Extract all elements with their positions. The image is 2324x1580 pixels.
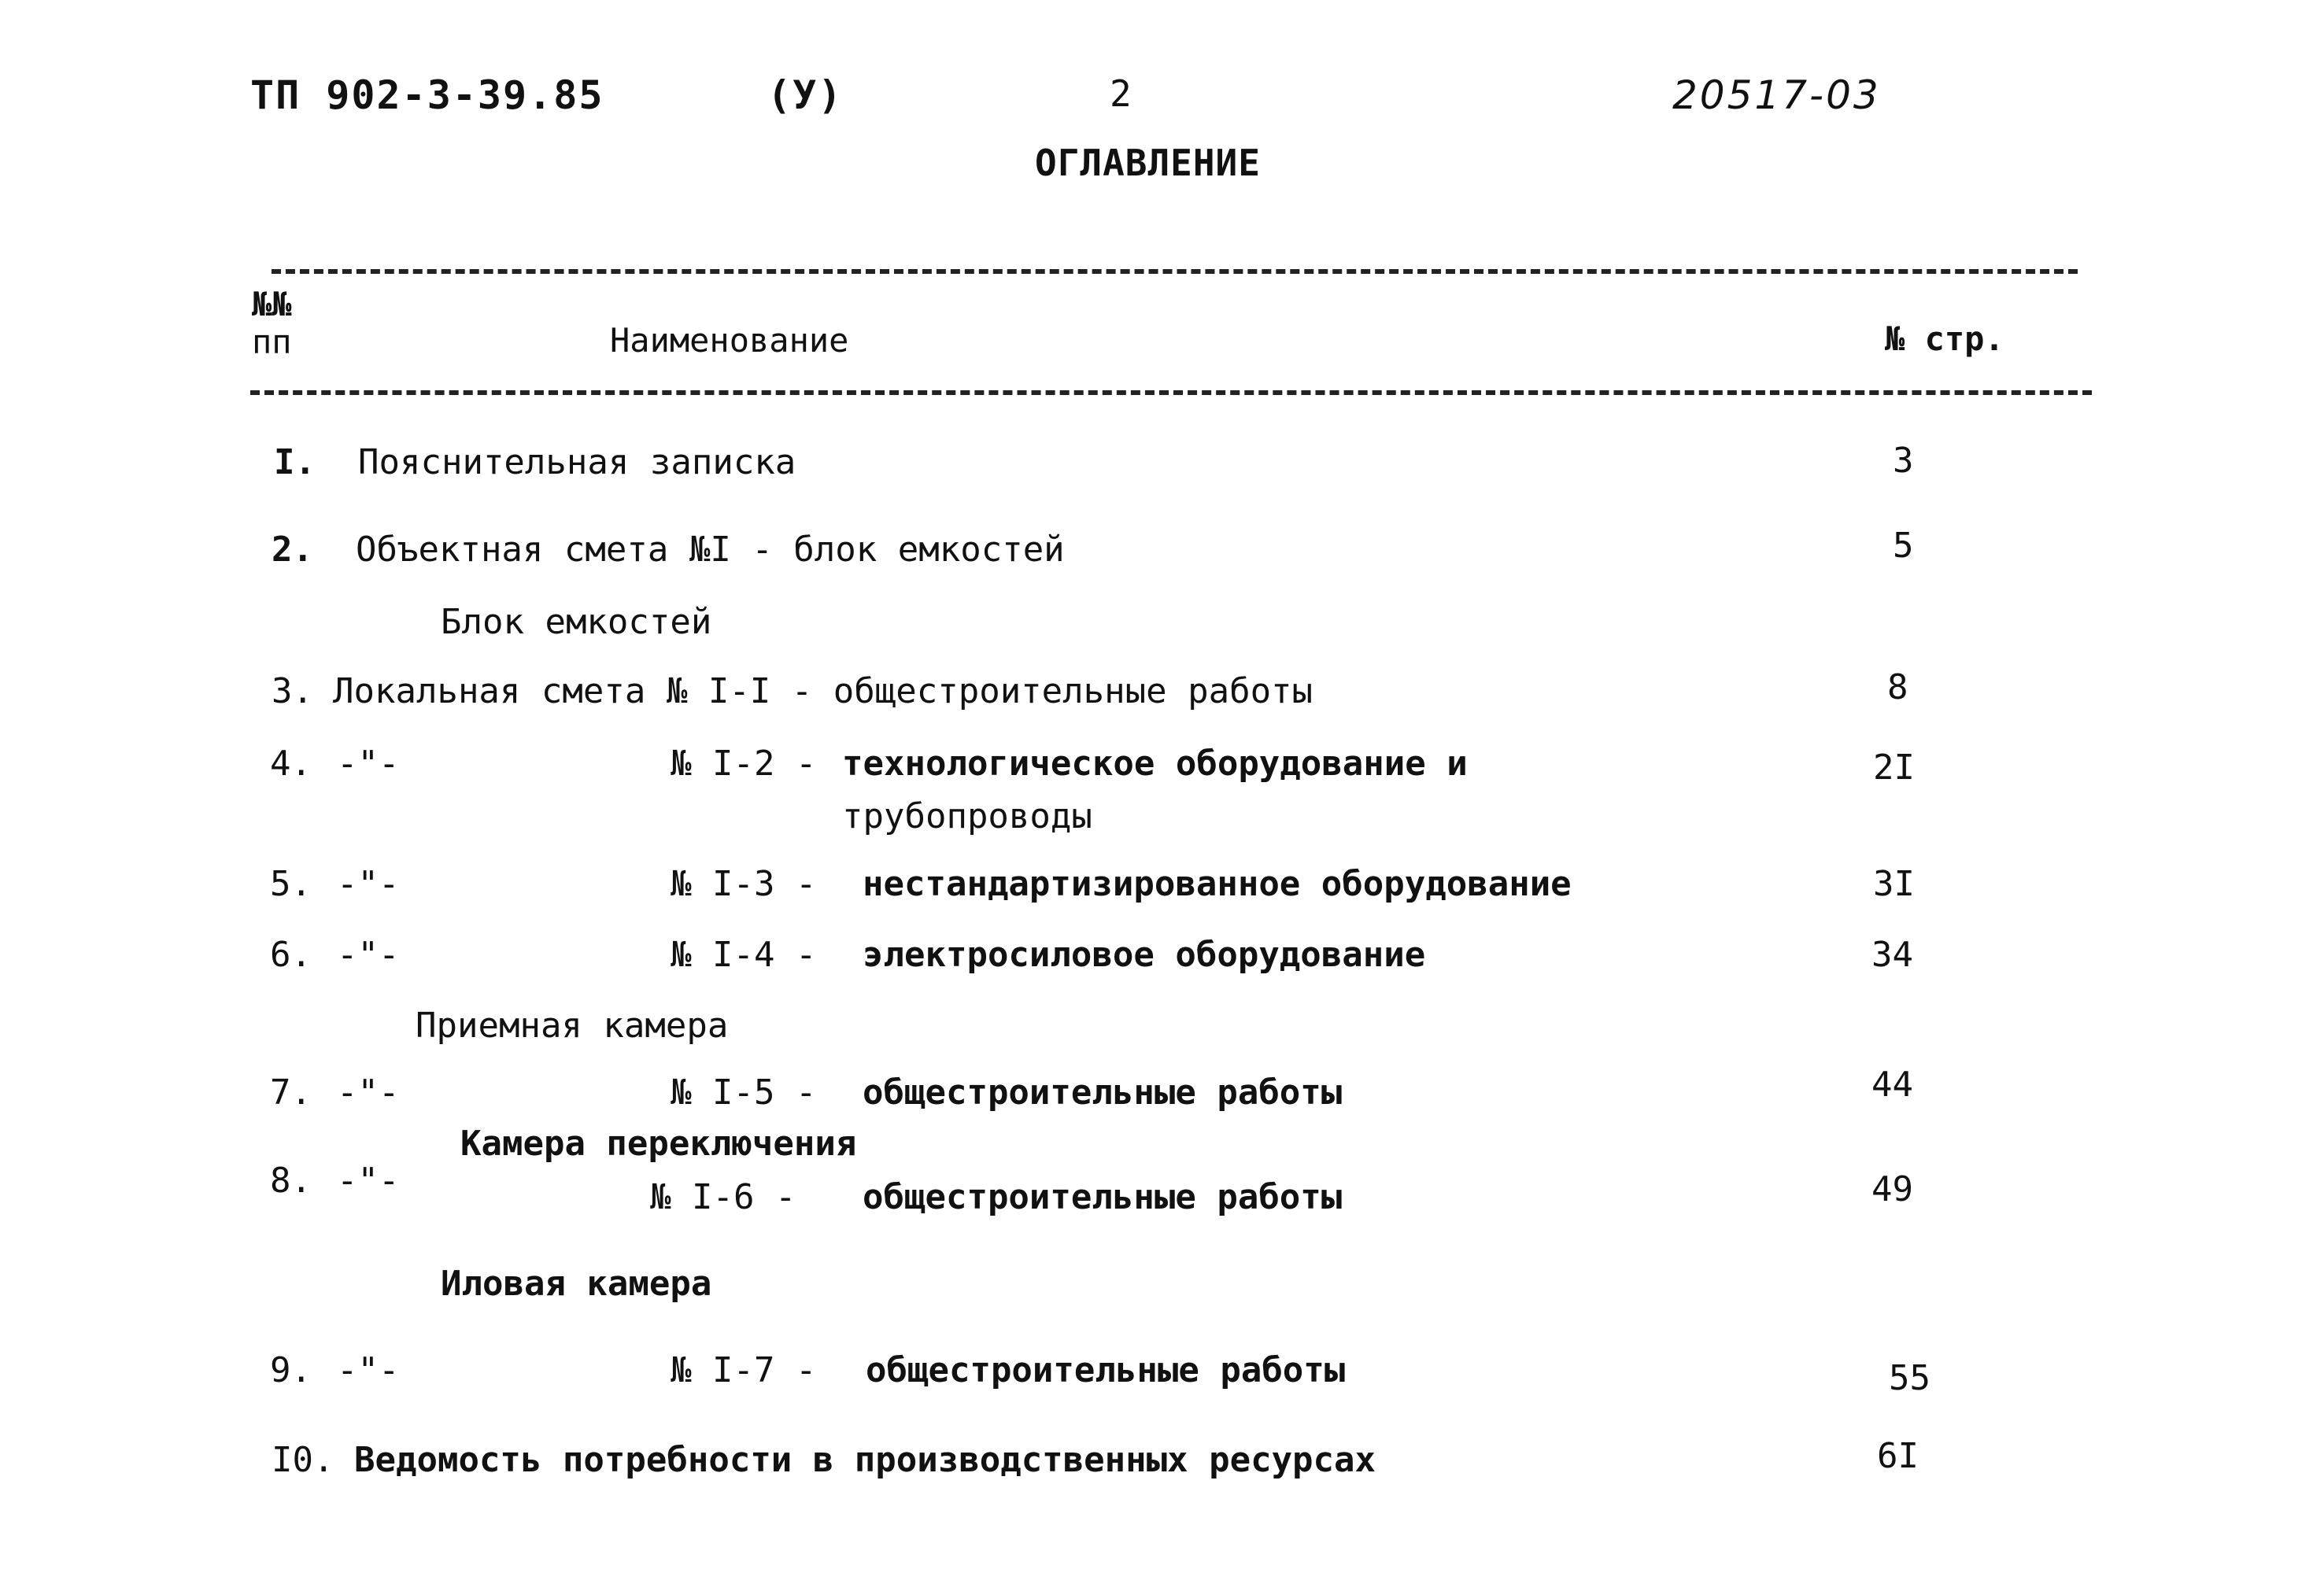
row-6-code: № I-4 - [671, 935, 817, 975]
row-8-page: 49 [1871, 1169, 1913, 1209]
row-1-title: Пояснительная записка [358, 442, 796, 482]
row-4-page: 2I [1873, 748, 1915, 788]
column-name: Наименование [610, 321, 849, 360]
row-6-title: электросиловое оборудование [863, 935, 1426, 975]
row-9-code: № I-7 - [671, 1350, 817, 1390]
doc-code: ТП 902-3-39.85 [250, 72, 604, 118]
row-9-page: 55 [1889, 1358, 1931, 1398]
row-7-ditto: -"- [337, 1072, 400, 1113]
row-9-title: общестроительные работы [866, 1350, 1346, 1390]
row-8-ditto: -"- [337, 1161, 400, 1201]
row-4-code: № I-2 - [671, 744, 817, 784]
row-9-ditto: -"- [337, 1350, 400, 1390]
row-4-title: технологическое оборудование и [842, 744, 1468, 784]
row-10-page: 6I [1877, 1436, 1919, 1476]
column-page: № стр. [1885, 319, 2004, 358]
row-6-number: 6. [270, 935, 312, 975]
row-3-page: 8 [1887, 667, 1908, 707]
row-5-code: № I-3 - [671, 864, 817, 904]
row-10-number: I0. [272, 1440, 334, 1480]
row-3-title: Локальная смета № I-I - общестроительные работы [333, 671, 1313, 711]
row-8-code: № I-6 - [650, 1177, 796, 1217]
section-heading-sludge-chamber: Иловая камера [441, 1264, 712, 1304]
row-8-title: общестроительные работы [863, 1177, 1343, 1217]
variant-mark: (У) [767, 72, 844, 118]
row-6-page: 34 [1871, 935, 1913, 975]
row-7-page: 44 [1871, 1065, 1913, 1105]
page-title: ОГЛАВЛЕНИЕ [1035, 142, 1261, 184]
section-heading-tanks: Блок емкостей [441, 602, 712, 642]
column-no-line2: пп [252, 323, 292, 361]
row-5-number: 5. [270, 864, 312, 904]
row-4-number: 4. [270, 744, 312, 784]
row-5-page: 3I [1873, 864, 1915, 904]
row-5-ditto: -"- [337, 864, 400, 904]
top-rule [272, 269, 2078, 274]
row-9-number: 9. [270, 1350, 312, 1390]
section-heading-switching-chamber: Камера переключения [460, 1124, 857, 1164]
column-no-line1: №№ [252, 285, 292, 323]
row-2-title: Объектная смета №I - блок емкостей [356, 530, 1065, 570]
row-2-number: 2. [272, 530, 313, 570]
row-4-ditto: -"- [337, 744, 400, 784]
row-1-page: 3 [1893, 441, 1914, 481]
header-rule [250, 390, 2092, 395]
page-number: 2 [1110, 72, 1132, 115]
row-5-title: нестандартизированное оборудование [863, 864, 1572, 904]
row-3-number: 3. [272, 671, 313, 711]
row-2-page: 5 [1893, 526, 1914, 566]
row-1-number: I. [274, 442, 316, 482]
archive-number: 20517-03 [1672, 72, 1881, 118]
section-heading-intake-chamber: Приемная камера [416, 1006, 729, 1046]
row-8-number: 8. [270, 1161, 312, 1201]
row-10-title: Ведомость потребности в производственных ресурсах [354, 1440, 1376, 1480]
row-4-title-cont: трубопроводы [842, 796, 1092, 836]
row-7-number: 7. [270, 1072, 312, 1113]
row-7-title: общестроительные работы [863, 1072, 1343, 1113]
row-7-code: № I-5 - [671, 1072, 817, 1113]
row-6-ditto: -"- [337, 935, 400, 975]
